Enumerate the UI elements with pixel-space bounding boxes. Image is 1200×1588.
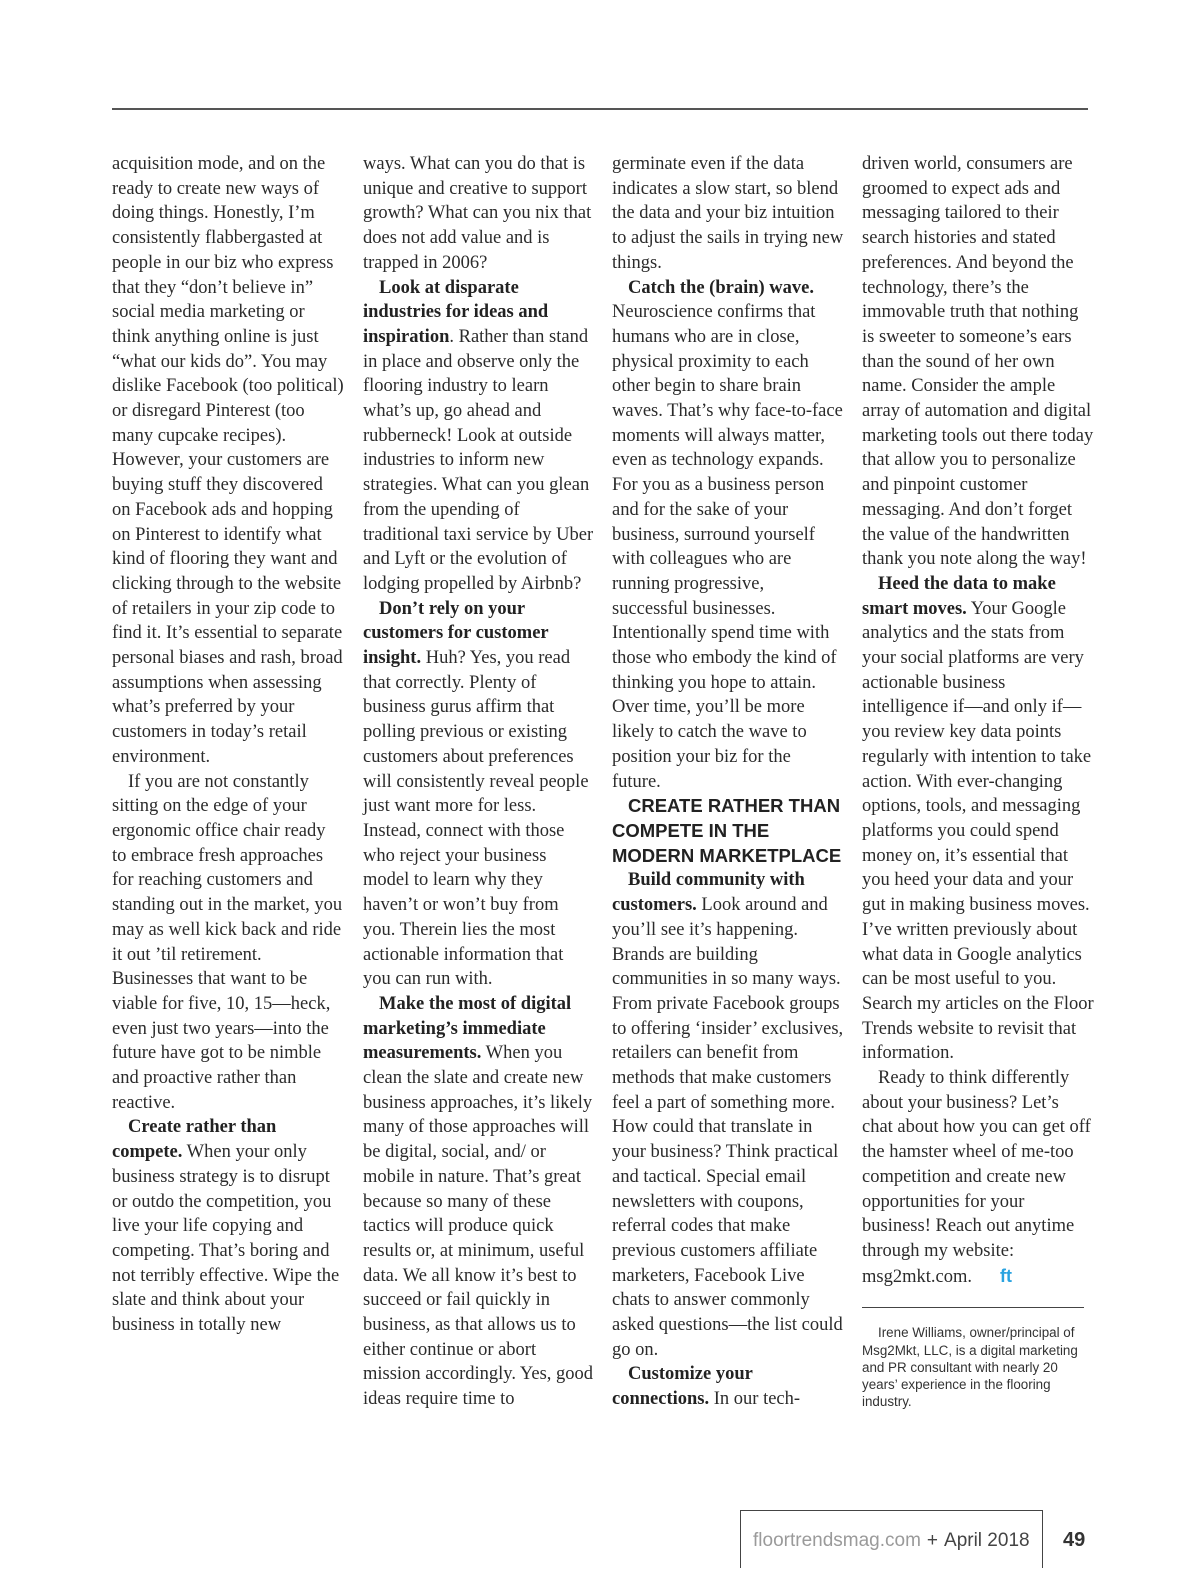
lead-in: Don’t rely on your customers for customer insight.: [363, 598, 549, 669]
author-bio: Irene Williams, owner/principal of Msg2Mkt, LLC, is a digital marketing and PR consultant with nearly 20 years’ experience in the flooring industry.: [862, 1325, 1078, 1410]
lead-in: Create rather than compete.: [112, 1117, 277, 1163]
footer-site[interactable]: floortrendsmag.com: [753, 1530, 921, 1551]
paragraph-body: When you clean the slate and create new business approaches, it’s likely many of those approaches will be digital, social, and/ or mobile in nature. That’s great because so many of these tactics will produce quick results or, at minimum, useful data. We all know it’s best to succeed or fail quickly in business, as that allows us to either continue or abort mission accordingly. Yes, good ideas require time to: [363, 1043, 594, 1410]
paragraph-body: Look around and you’ll see it’s happening. Brands are building communities in so many ways. From private Facebook groups to offering ‘insider’ exclusives, retailers can benefit from methods that make customers feel a part of something more. How could that translate in your business? Think practical and tactical. Special email newsletters with coupons, referral codes that make previous customers affiliate marketers, Facebook Live chats to answer commonly asked questions—the list could go on.: [612, 895, 844, 1360]
footer-date: April 2018: [944, 1530, 1030, 1551]
lead-in: Make the most of digital marketing’s immediate measurements.: [363, 993, 572, 1064]
paragraph: [363, 276, 595, 597]
article-column-4: [862, 152, 1094, 1410]
lead-in: Look at disparate industries for ideas and inspiration: [363, 277, 549, 347]
lead-in: Customize your connections.: [612, 1364, 753, 1410]
section-subhead: CREATE RATHER THAN COMPETE IN THE MODERN MARKETPLACE: [612, 795, 842, 866]
paragraph-body: Ready to think differently about your business? Let’s chat about how you can get off the hamster wheel of me-too competition and create new opportunities for your business! Reach out anytime through my website: msg2mkt.com.: [862, 1068, 1091, 1287]
paragraph-body: Your Google analytics and the stats from your social platforms are very actionable business intelligence if—and only if— you review key data points regularly with intention to take action. With ever-changing options, tools, and messaging platforms you could spend money on, it’s essential that you heed your data and your gut in making business moves. I’ve written previously about what data in Google analytics can be most useful to you. Search my articles on the Floor Trends website to revisit that information.: [862, 598, 1094, 1064]
paragraph: [363, 597, 595, 992]
paragraph: [862, 572, 1094, 1066]
footer-credit: [753, 1530, 1030, 1552]
lead-in: Heed the data to make smart moves.: [862, 573, 1056, 619]
paragraph-body: Huh? Yes, you read that correctly. Plenty of business gurus affirm that polling previous or existing customers about preferences will consistently reveal people just want more for less. Instead, connect with those who reject your business model to learn why they haven’t or won’t buy from you. Therein lies the most actionable information that you can run with.: [363, 648, 589, 990]
paragraph-body: Neuroscience confirms that humans who are in close, physical proximity to each other begin to share brain waves. That’s why face-to-face moments will always matter, even as technology expands. For you as a business person and for the sake of your business, surround yourself with colleagues who are running progressive, successful businesses. Intentionally spend time with those who embody the kind of thinking you hope to attain. Over time, you’ll be more likely to catch the wave to position your biz for the future.: [612, 302, 843, 792]
footer-separator: +: [926, 1530, 939, 1551]
end-mark-logo: ft: [999, 1265, 1012, 1286]
paragraph: [612, 1362, 844, 1411]
paragraph: ways. What can you do that is unique and creative to support growth? What can you nix that does not add value and is trapped in 2006?: [363, 154, 592, 273]
bio-rule: [862, 1307, 1084, 1308]
paragraph: germinate even if the data indicates a slow start, so blend the data and your biz intuition to adjust the sails in trying new things.: [612, 154, 844, 273]
paragraph: driven world, consumers are groomed to expect ads and messaging tailored to their search histories and stated preferences. And beyond the technology, there’s the immovable truth that nothing is sweeter to someone’s ears than the sound of her own name. Consider the ample array of automation and digital marketing tools out there today that allow you to personalize and pinpoint customer messaging. And don’t forget the value of the handwritten thank you note along the way!: [862, 154, 1094, 570]
paragraph: If you are not constantly sitting on the edge of your ergonomic office chair ready to embrace fresh approaches for reaching customers and standing out in the market, you may as well kick back and ride it out ’til retirement. Businesses that want to be viable for five, 10, 15—heck, even just two years—into the future have got to be nimble and proactive rather than reactive.: [112, 771, 343, 1113]
paragraph-body: In our tech-: [709, 1389, 801, 1410]
paragraph: [612, 868, 844, 1362]
paragraph: [612, 276, 844, 795]
article-column-2: [363, 152, 595, 1412]
article-column-1: [112, 152, 344, 1338]
paragraph-body: . Rather than stand in place and observe only the flooring industry to learn what’s up, go ahead and rubberneck! Look at outside industries to inform new strategies. What can you glean from the upending of traditional taxi service by Uber and Lyft or the evolution of lodging propelled by Airbnb?: [363, 326, 594, 594]
page-number: 49: [1063, 1529, 1086, 1551]
paragraph: [112, 1115, 344, 1337]
lead-in: Build community with customers.: [612, 870, 805, 916]
paragraph: [862, 1066, 1094, 1289]
article-column-3: [612, 152, 844, 1412]
paragraph: [363, 992, 595, 1412]
paragraph-body: When your only business strategy is to disrupt or outdo the competition, you live your life copying and competing. That’s boring and not terribly effective. Wipe the slate and think about your business in totally new: [112, 1142, 340, 1336]
top-rule: [112, 108, 1088, 110]
lead-in: Catch the (brain) wave.: [628, 277, 815, 298]
paragraph: acquisition mode, and on the ready to create new ways of doing things. Honestly, I’m consistently flabbergasted at people in our biz who express that they “don’t believe in” social media marketing or think anything online is just “what our kids do”. You may dislike Facebook (too political) or disregard Pinterest (too many cupcake recipes). However, your customers are buying stuff they discovered on Facebook ads and hopping on Pinterest to identify what kind of flooring they want and clicking through to the website of retailers in your zip code to find it. It’s essential to separate personal biases and rash, broad assumptions when assessing what’s preferred by your customers in today’s retail environment.: [112, 154, 344, 767]
